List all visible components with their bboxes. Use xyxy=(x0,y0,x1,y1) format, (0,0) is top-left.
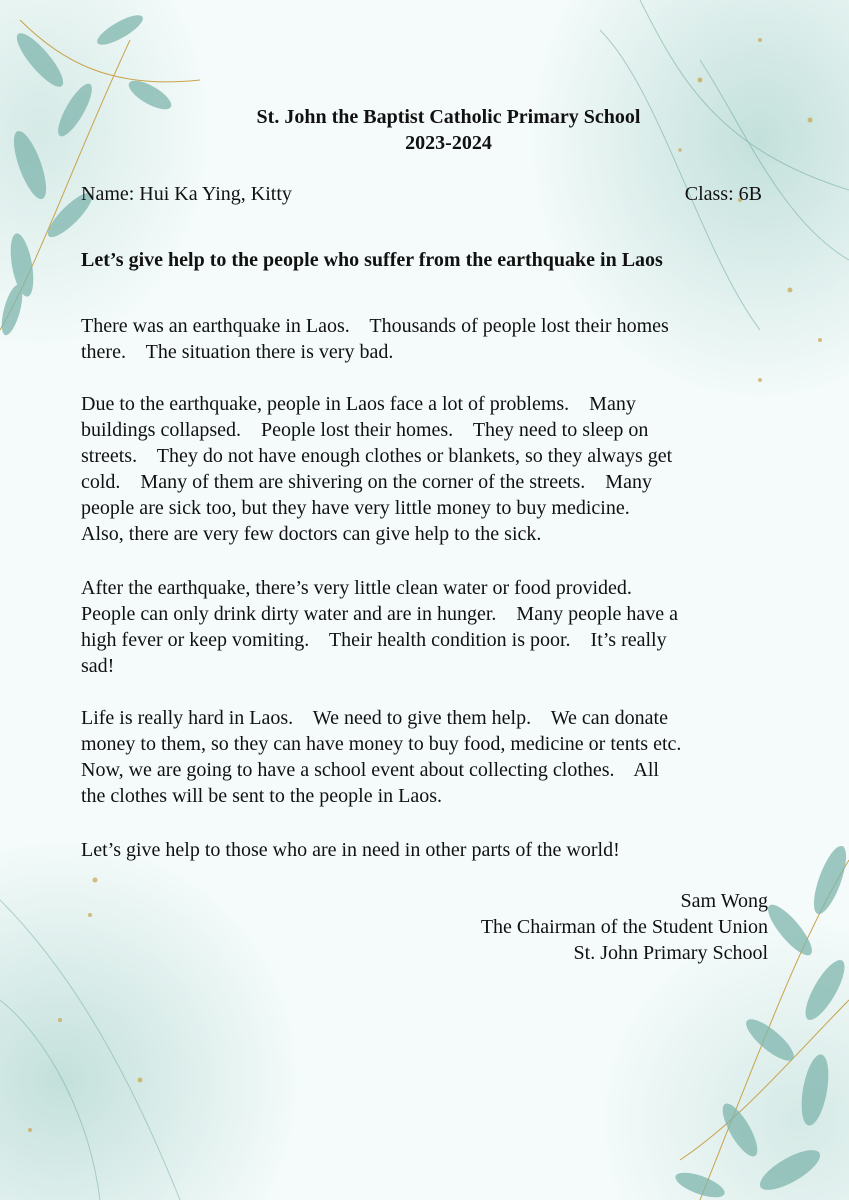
signature-block xyxy=(481,888,768,966)
paragraph-line: buildings collapsed. People lost their homes. They need to sleep on xyxy=(81,419,649,441)
paragraph-line: People can only drink dirty water and are in hunger. Many people have a xyxy=(81,603,679,625)
signer-name: Sam Wong xyxy=(680,890,768,912)
paragraph-line: Life is really hard in Laos. We need to give them help. We can donate xyxy=(81,707,668,729)
student-name: Name: Hui Ka Ying, Kitty xyxy=(81,183,292,205)
paragraph-line: Now, we are going to have a school event about collecting clothes. All xyxy=(81,759,659,781)
paragraph-line: Also, there are very few doctors can give help to the sick. xyxy=(81,523,542,545)
signer-school: St. John Primary School xyxy=(573,942,768,964)
paragraph-line: streets. They do not have enough clothes or blankets, so they always get xyxy=(81,445,673,467)
paragraph-line: Due to the earthquake, people in Laos face a lot of problems. Many xyxy=(81,393,636,415)
paragraph-line: people are sick too, but they have very little money to buy medicine. xyxy=(81,497,630,519)
school-name: St. John the Baptist Catholic Primary School xyxy=(256,106,641,128)
school-year: 2023-2024 xyxy=(405,132,492,154)
paragraph-1 xyxy=(81,313,771,365)
paragraph-line: Let’s give help to those who are in need in other parts of the world! xyxy=(81,839,620,861)
student-info xyxy=(81,181,762,207)
paragraph-line: money to them, so they can have money to buy food, medicine or tents etc. xyxy=(81,733,682,755)
paragraph-line: cold. Many of them are shivering on the corner of the streets. Many xyxy=(81,471,652,493)
paragraph-line: After the earthquake, there’s very little clean water or food provided. xyxy=(81,577,632,599)
letter-header xyxy=(81,104,816,156)
paragraph-line: sad! xyxy=(81,655,115,677)
watercolor-wash-bottom-left xyxy=(0,840,300,1200)
paragraph-3 xyxy=(81,575,771,679)
paragraph-line: the clothes will be sent to the people in Laos. xyxy=(81,785,443,807)
paragraph-line: high fever or keep vomiting. Their health condition is poor. It’s really xyxy=(81,629,667,651)
paragraph-5 xyxy=(81,837,771,863)
paragraph-4 xyxy=(81,705,771,809)
paragraph-line: there. The situation there is very bad. xyxy=(81,341,394,363)
signer-title: The Chairman of the Student Union xyxy=(480,916,768,938)
paragraph-line: There was an earthquake in Laos. Thousands of people lost their homes xyxy=(81,315,669,337)
student-class: Class: 6B xyxy=(684,183,762,205)
paragraph-2 xyxy=(81,391,771,547)
letter-heading: Let’s give help to the people who suffer from the earthquake in Laos xyxy=(81,249,663,271)
